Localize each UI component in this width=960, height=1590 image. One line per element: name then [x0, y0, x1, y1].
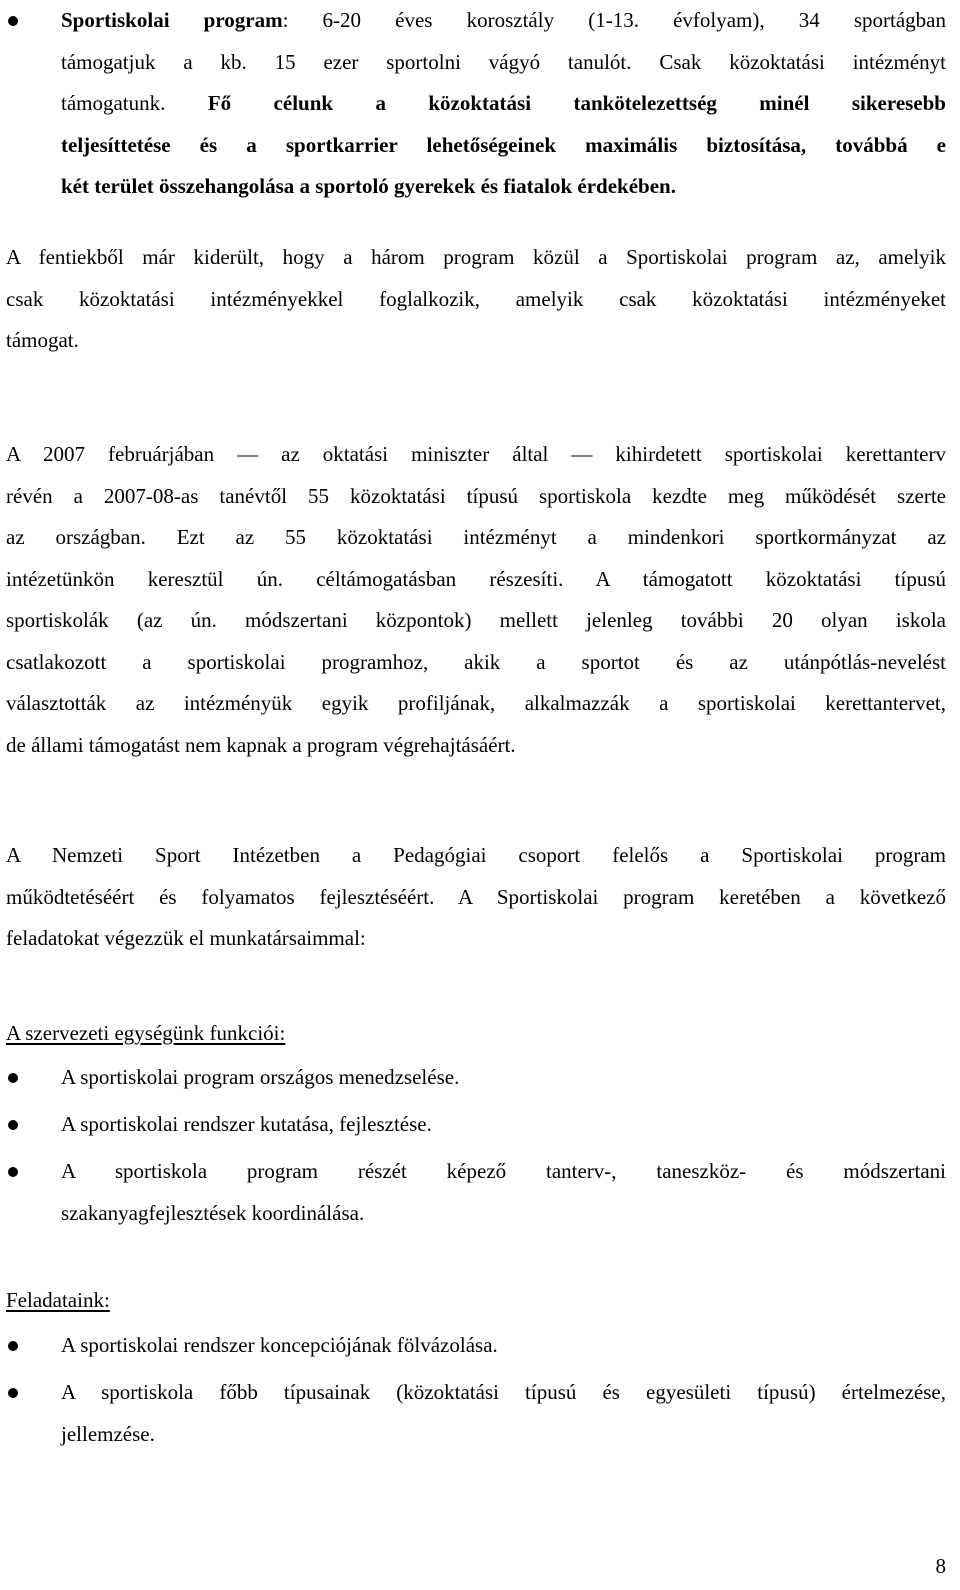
program-bullet-text: Sportiskolai program: 6-20 éves korosztály (1-13. évfolyam), 34 sportágban támogatjuk a kb. 15 ezer sportolni vágyó tanulót. Csak közoktatási intézményt támogatunk. Fő célunk a közoktatási tankötelezettség minél sikeresebb teljesíttetése és a sportkarrier lehetőségeinek maximális biztosítása, továbbá e két terület összehangolása a sportoló gyerekek és fiatalok érdekében.: [61, 8, 946, 198]
functions-heading: A szervezeti egységünk funkciói:: [6, 1021, 286, 1045]
program-bullet: [8, 0, 946, 208]
paragraph-2: A 2007 februárjában — az oktatási miniszter által — kihirdetett sportiskolai kerettanterv révén a 2007-08-as tanévtől 55 közoktatási típusú sportiskola kezdte meg működését szerte az országban. Ezt az 55 közoktatási intézményt a mindenkori sportkormányzat az intézetünkön keresztül ún. céltámogatásban részesíti. A támogatott közoktatási típusú sportiskolák (az ún. módszertani központok) mellett jelenleg további 20 olyan iskola csatlakozott a sportiskolai programhoz, akik a sportot és az utánpótlás-nevelést választották az intézményük egyik profiljának, alkalmazzák a sportiskolai kerettantervet, de állami támogatást nem kapnak a program végrehajtásáért.: [6, 442, 946, 757]
bullet-icon: [8, 16, 18, 26]
program-label: Sportiskolai program: [61, 8, 283, 32]
bullet-icon: [8, 1388, 18, 1398]
tasks-heading: Feladataink:: [6, 1288, 110, 1312]
paragraph-3: A Nemzeti Sport Intézetben a Pedagógiai csoport felelős a Sportiskolai program működtetéséért és folyamatos fejlesztéséért. A Sportiskolai program keretében a következő feladatokat végezzük el munkatársaimmal:: [6, 843, 946, 950]
tasks-item-2: A sportiskola főbb típusainak (közoktatási típusú és egyesületi típusú) értelmezése, jellemzése.: [8, 1372, 946, 1455]
page-number: 8: [935, 1554, 946, 1578]
functions-item-2: A sportiskolai rendszer kutatása, fejlesztése.: [8, 1104, 946, 1146]
bullet-icon: [8, 1120, 18, 1130]
bullet-icon: [8, 1167, 18, 1177]
functions-item-3: A sportiskola program részét képező tanterv-, taneszköz- és módszertani szakanyagfejlesztések koordinálása.: [8, 1151, 946, 1234]
tasks-item-1: A sportiskolai rendszer koncepciójának fölvázolása.: [8, 1325, 946, 1367]
paragraph-1: A fentiekből már kiderült, hogy a három program közül a Sportiskolai program az, amelyik csak közoktatási intézményekkel foglalkozik, amelyik csak közoktatási intézményeket támogat.: [6, 245, 946, 352]
bullet-icon: [8, 1341, 18, 1351]
functions-item-1: A sportiskolai program országos menedzselése.: [8, 1057, 946, 1099]
bullet-icon: [8, 1073, 18, 1083]
